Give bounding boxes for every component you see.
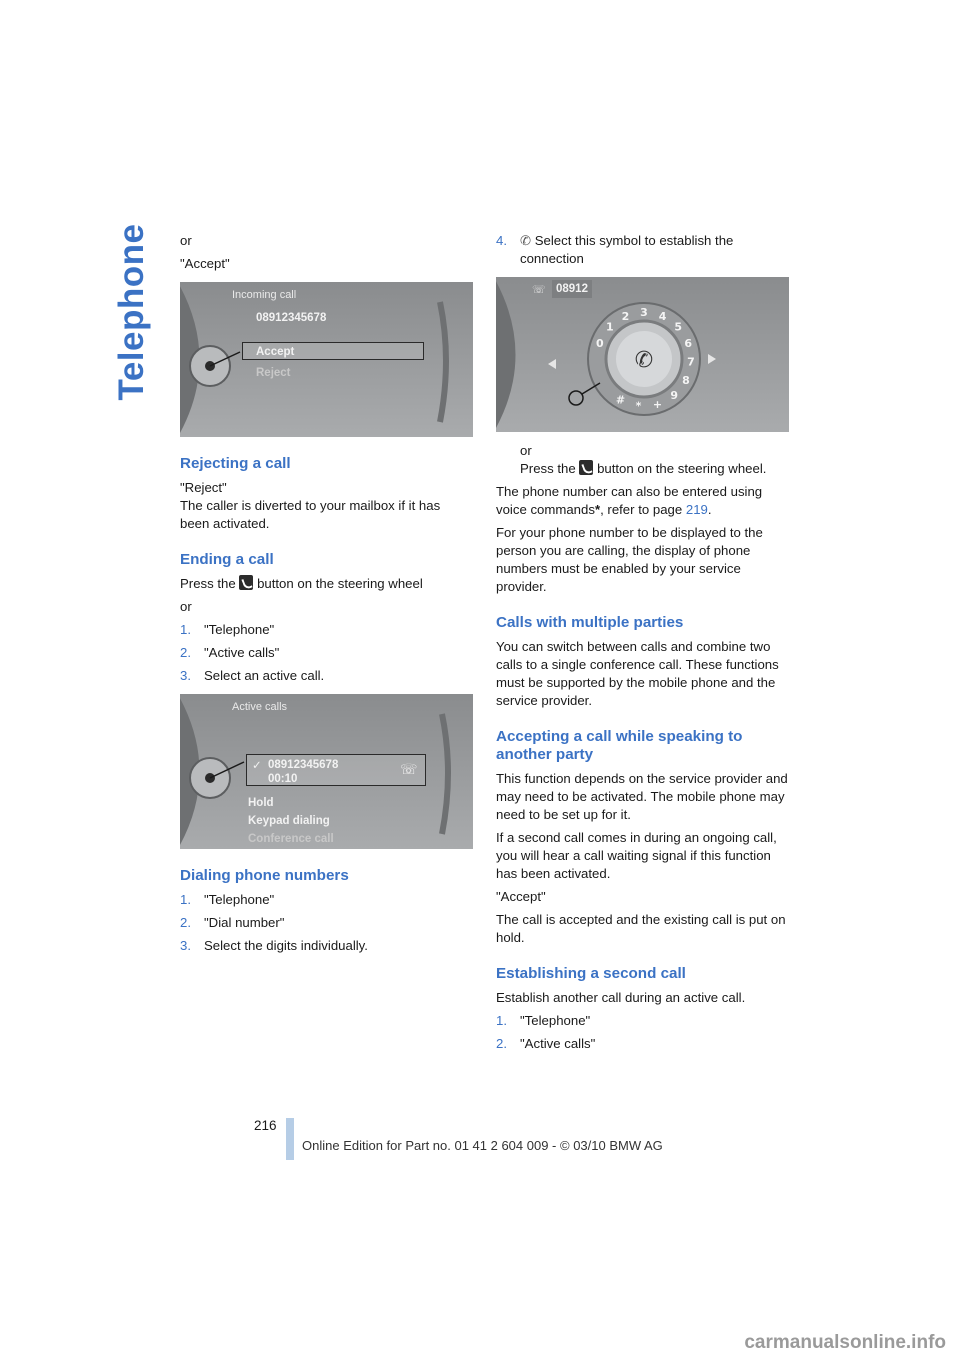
- voice-commands-text: The phone number can also be entered using voice commands*, refer to page 219.: [496, 484, 763, 517]
- dial-digit: 8: [682, 374, 690, 388]
- entered-number: 08912: [552, 280, 592, 298]
- heading-ending: Ending a call: [180, 551, 274, 568]
- menu-accept: Accept: [256, 346, 295, 358]
- intro-accept: "Accept": [180, 256, 230, 271]
- heading-second-call: Establishing a second call: [496, 965, 686, 982]
- menu-reject: Reject: [256, 367, 291, 379]
- menu-keypad: Keypad dialing: [248, 815, 330, 827]
- left-column: [180, 232, 473, 960]
- phone-button-icon: [239, 575, 253, 590]
- list-item: 3. Select the digits individually.: [180, 938, 368, 953]
- reject-line1: "Reject": [180, 480, 227, 495]
- right-or: or: [520, 443, 532, 458]
- call-time: 00:10: [268, 773, 298, 785]
- accept-while-p2: If a second call comes in during an ongoing call, you will hear a call waiting signal if this function has been activated.: [496, 830, 777, 881]
- shot-title: Incoming call: [232, 289, 297, 301]
- call-number: 08912345678: [268, 759, 339, 771]
- heading-rejecting: Rejecting a call: [180, 455, 291, 472]
- speller-graphic: [496, 277, 789, 432]
- caller-number: 08912345678: [256, 312, 327, 324]
- intro-or: or: [180, 233, 192, 248]
- speller-header-icon: ☏: [532, 284, 546, 296]
- page-marker: [286, 1118, 294, 1160]
- footer-text: Online Edition for Part no. 01 41 2 604 009 - © 03/10 BMW AG: [302, 1138, 663, 1153]
- handset-icon: ✆: [634, 348, 654, 373]
- watermark: carmanualsonline.info: [744, 1332, 946, 1353]
- check-icon: ✓: [252, 760, 262, 772]
- reject-line2: The caller is diverted to your mailbox if it has been activated.: [180, 498, 441, 531]
- second-text: Establish another call during an active call.: [496, 990, 746, 1005]
- dial-digit: #: [615, 393, 626, 407]
- section-title: Telephone: [112, 223, 151, 401]
- dial-digit: 5: [674, 320, 683, 334]
- phone-button-icon: [579, 460, 593, 475]
- right-press: Press the button on the steering wheel.: [520, 461, 767, 476]
- accept-while-p4: The call is accepted and the existing call is put on hold.: [496, 912, 786, 945]
- heading-accepting-while: Accepting a call while speaking to another party: [496, 728, 743, 763]
- list-item: 3. Select an active call.: [180, 668, 325, 683]
- menu-hold: Hold: [248, 797, 274, 809]
- list-item: 4. ✆ Select this symbol to establish the connection: [496, 233, 734, 266]
- dial-digit: 7: [687, 355, 695, 369]
- display-number-text: For your phone number to be displayed to the person you are calling, the display of phone numbers must be enabled by your service provider.: [496, 525, 763, 594]
- page-link[interactable]: 219: [685, 502, 708, 517]
- dial-digit: +: [652, 398, 663, 411]
- dial-digit: 0: [595, 336, 604, 350]
- multi-text: You can switch between calls and combine two calls to a single conference call. These functions must be supported by the mobile phone and the service provider.: [496, 639, 779, 708]
- menu-conference: Conference call: [248, 833, 334, 845]
- active-calls-screenshot: [180, 694, 473, 849]
- dial-screenshot: [496, 277, 789, 432]
- list-item: 2. "Active calls": [180, 645, 280, 660]
- dial-digit: 1: [605, 320, 614, 334]
- list-item: 2. "Dial number": [180, 915, 285, 930]
- shot-title: Active calls: [232, 701, 288, 713]
- dial-digit: 9: [670, 389, 679, 402]
- dial-digit: 6: [684, 336, 693, 350]
- dial-digit: *: [635, 399, 642, 413]
- list-item: 2. "Active calls": [496, 1036, 596, 1051]
- dial-digit: 4: [658, 309, 667, 323]
- list-item: 1. "Telephone": [180, 892, 275, 907]
- right-column: [496, 232, 789, 1058]
- list-item: 1. "Telephone": [496, 1013, 591, 1028]
- dial-digit: 2: [621, 309, 630, 323]
- heading-dialing: Dialing phone numbers: [180, 867, 349, 884]
- handset-icon: ☏: [400, 761, 418, 777]
- accept-while-p3: "Accept": [496, 889, 546, 904]
- dial-digit: 3: [640, 306, 648, 319]
- handset-icon: ✆: [520, 233, 532, 248]
- heading-multiple-parties: Calls with multiple parties: [496, 614, 684, 631]
- incoming-call-screenshot: [180, 282, 473, 437]
- page-number: 216: [254, 1118, 277, 1133]
- list-item: 1. "Telephone": [180, 622, 275, 637]
- accept-while-p1: This function depends on the service provider and may need to be activated. The mobile phone may need to be set up for it.: [496, 771, 788, 822]
- end-press: Press the button on the steering wheel: [180, 576, 423, 591]
- end-or: or: [180, 599, 192, 614]
